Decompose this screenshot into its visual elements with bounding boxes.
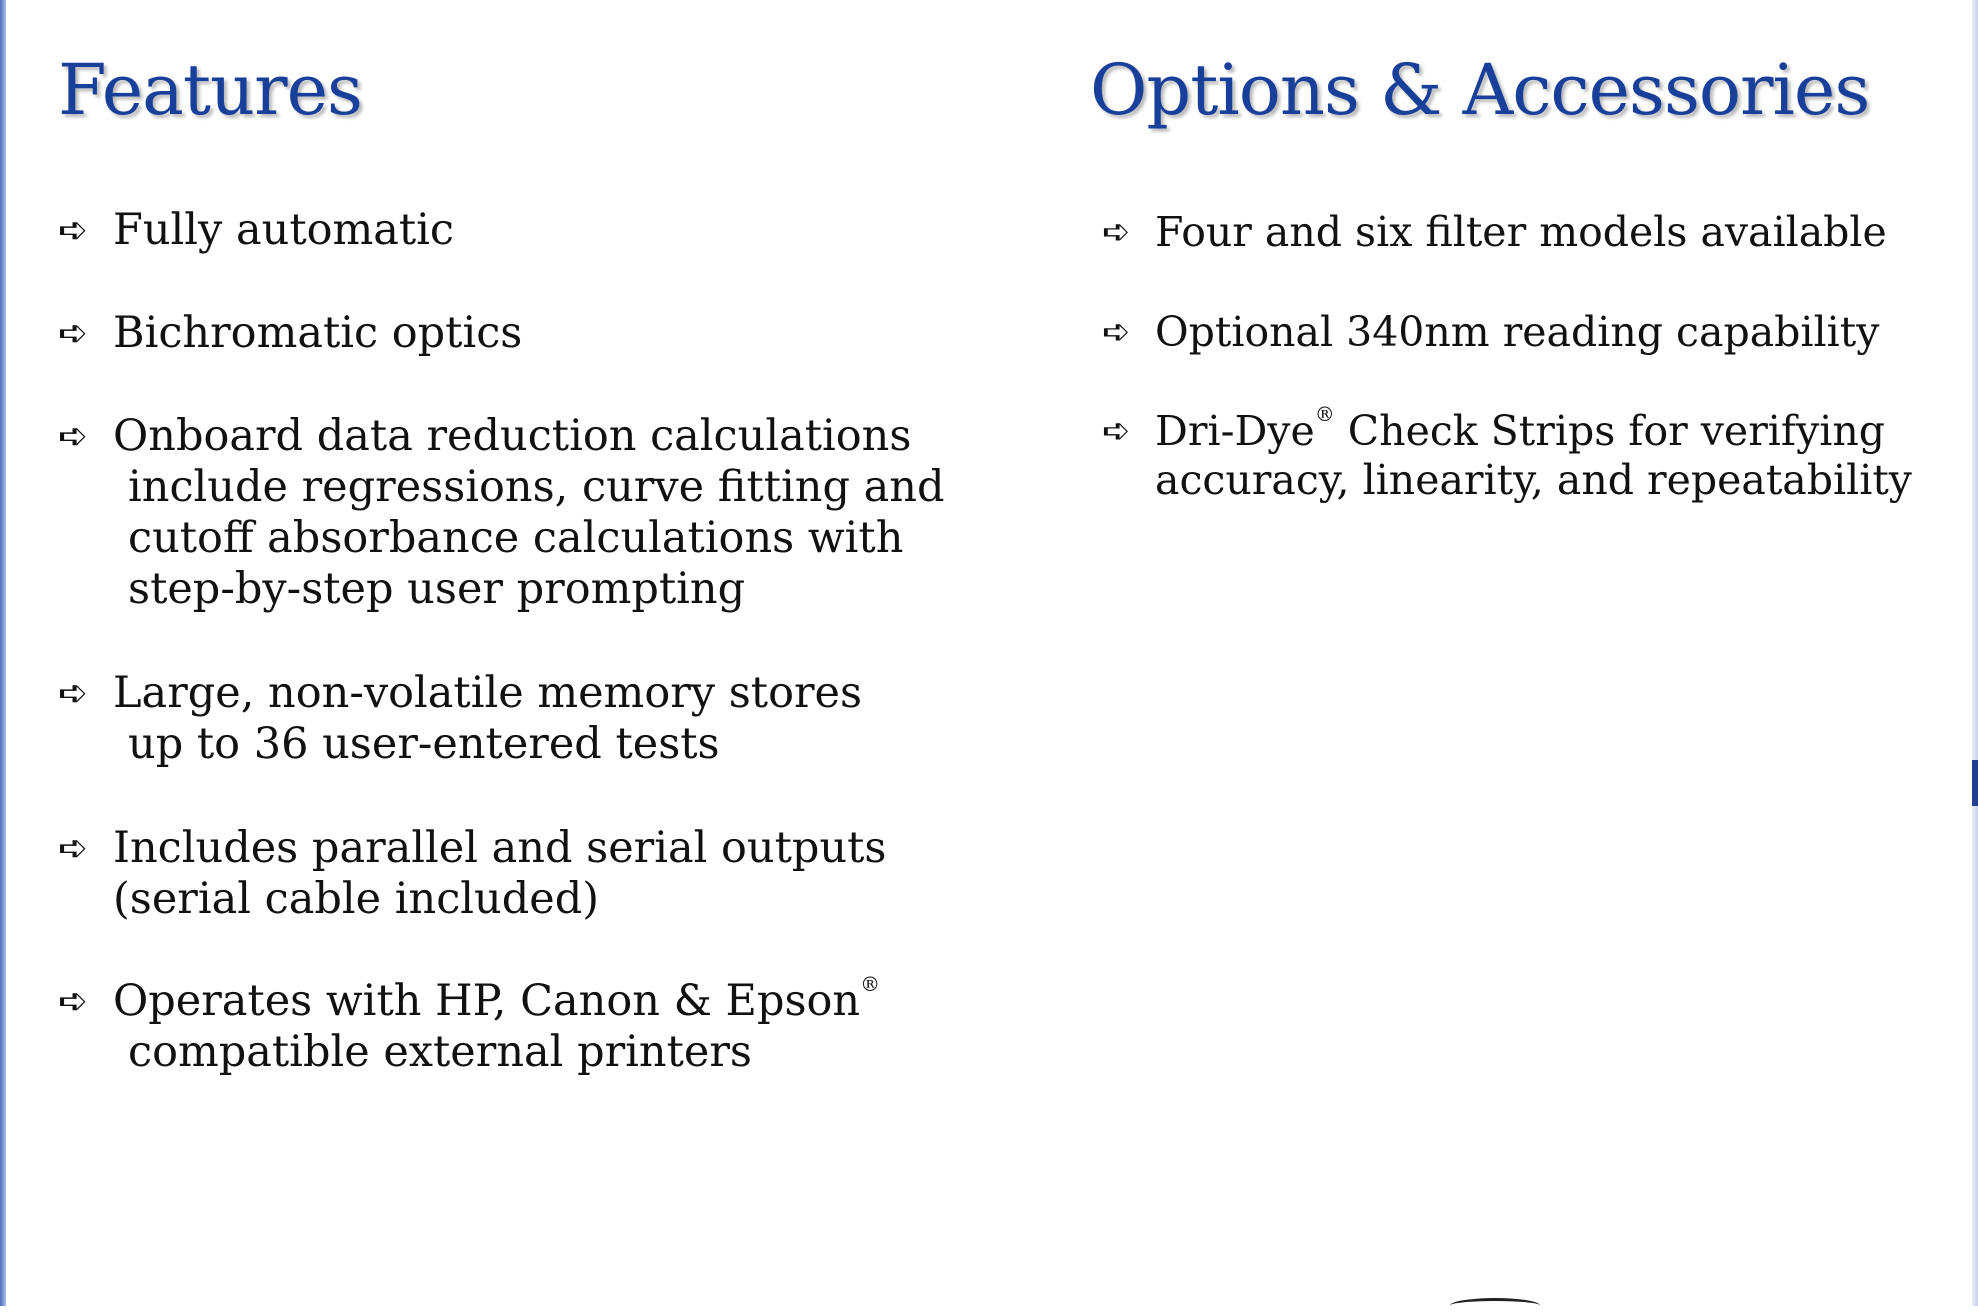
registered-mark: ® [860,972,881,996]
right-arrow-icon: ➪ [58,828,89,869]
feature-item-memory: ➪ Large, non-volatile memory stores up to 36 user-entered tests [58,668,863,769]
option-item-340nm: ➪ Optional 340nm reading capability [1102,308,1880,356]
feature-item-fully-automatic: ➪ Fully automatic [58,205,455,255]
options-heading: Options & Accessories [1090,49,1870,131]
right-accent-border [1972,0,1978,1306]
right-arrow-icon: ➪ [1102,212,1131,252]
left-accent-border [0,0,6,1306]
right-arrow-icon: ➪ [58,981,89,1022]
right-arrow-icon: ➪ [1102,411,1131,451]
right-arrow-icon: ➪ [58,673,89,714]
option-item-dri-dye-strips: ➪ Dri-Dye® Check Strips for verifying accuracy, linearity, and repeatability [1102,402,1912,504]
feature-item-printers: ➪ Operates with HP, Canon & Epson® compatible external printers [58,972,881,1077]
right-edge-tab [1972,760,1978,806]
right-arrow-icon: ➪ [58,416,89,457]
registered-mark: ® [1314,402,1335,426]
feature-item-outputs: ➪ Includes parallel and serial outputs (serial cable included) [58,823,887,924]
feature-item-data-reduction: ➪ Onboard data reduction calculations include regressions, curve fitting and cutoff absorbance calculations with step-by-step user prompting [58,411,945,614]
feature-item-bichromatic-optics: ➪ Bichromatic optics [58,308,523,358]
features-heading: Features [58,49,362,131]
right-arrow-icon: ➪ [58,313,89,354]
right-arrow-icon: ➪ [58,210,89,251]
right-arrow-icon: ➪ [1102,312,1131,352]
option-item-filter-models: ➪ Four and six filter models available [1102,208,1887,256]
